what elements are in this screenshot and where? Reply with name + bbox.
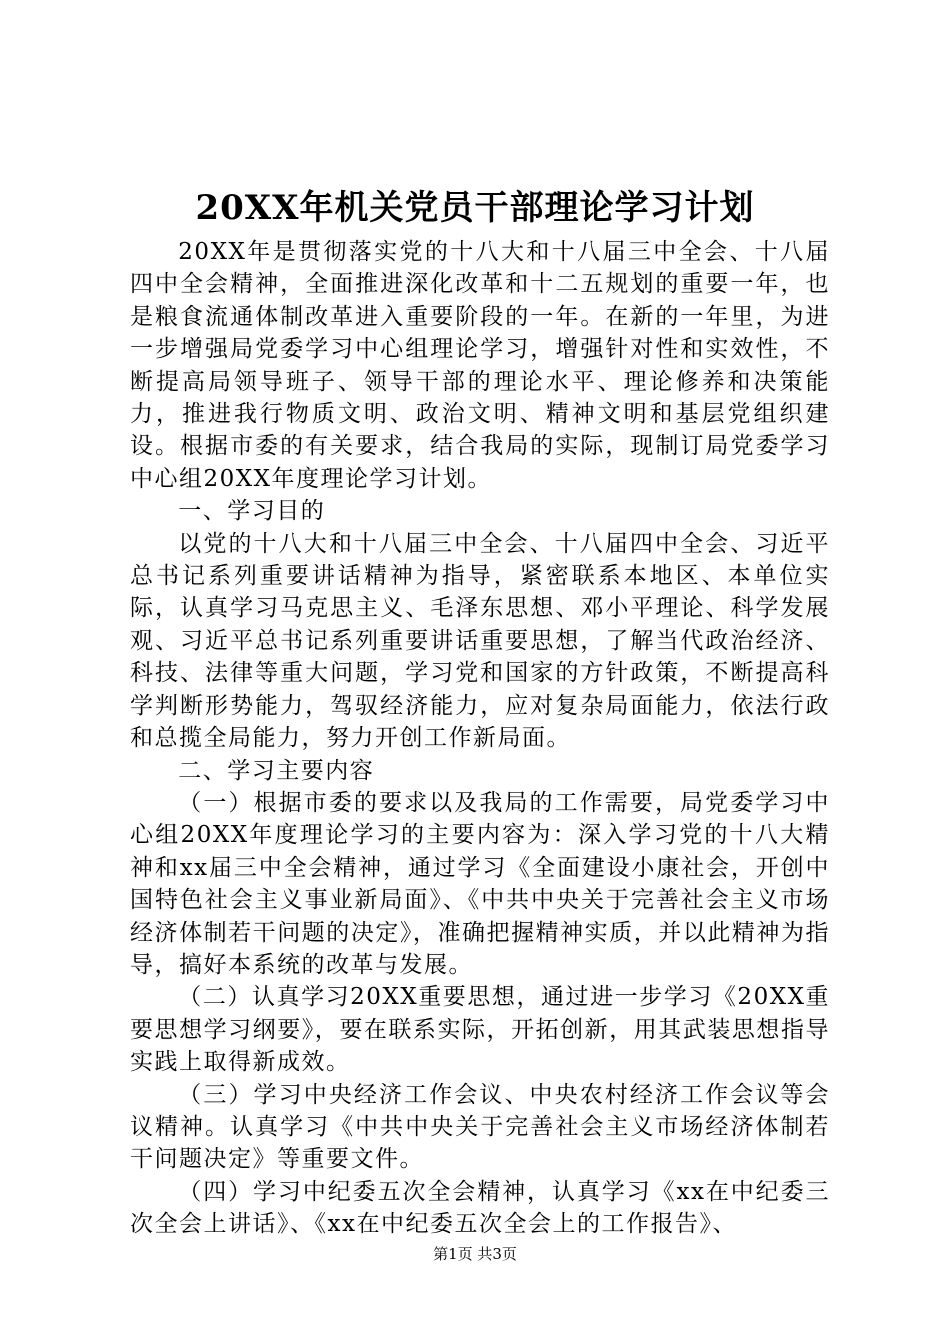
content-item-4: （四）学习中纪委五次全会精神，认真学习《xx在中纪委三次全会上讲话》、《xx在中纪委五次全会上的工作报告》、 [130, 1178, 830, 1238]
section-heading-content: 二、学习主要内容 [178, 757, 375, 784]
content-item-3: （三）学习中央经济工作会议、中央农村经济工作会议等会议精神。认真学习《中共中央关于完善社会主义市场经济体制若干问题决定》等重要文件。 [130, 1081, 830, 1173]
content-item-1: （一）根据市委的要求以及我局的工作需要，局党委学习中心组20XX年度理论学习的主要内容为：深入学习党的十八大精神和xx届三中全会精神，通过学习《全面建设小康社会，开创中国特色社会主义事业新局面》、《中共中央关于完善社会主义市场经济体制若干问题的决定》，准确把握精神实质，并以此精神为指导，搞好本系统的改革与发展。 [130, 789, 830, 978]
page-footer: 第1页 共3页 [433, 1245, 517, 1263]
intro-paragraph: 20XX年是贯彻落实党的十八大和十八届三中全会、十八届四中全会精神，全面推进深化改革和十二五规划的重要一年，也是粮食流通体制改革进入重要阶段的一年。在新的一年里，为进一步增强局党委学习中心组理论学习，增强针对性和实效性，不断提高局领导班子、领导干部的理论水平、理论修养和决策能力，推进我行物质文明、政治文明、精神文明和基层党组织建设。根据市委的有关要求，结合我局的实际，现制订局党委学习中心组20XX年度理论学习计划。 [130, 239, 830, 492]
document-title: 20XX年机关党员干部理论学习计划 [195, 188, 755, 228]
document-body [130, 236, 830, 1241]
purpose-paragraph: 以党的十八大和十八届三中全会、十八届四中全会、习近平总书记系列重要讲话精神为指导，紧密联系本地区、本单位实际，认真学习马克思主义、毛泽东思想、邓小平理论、科学发展观、习近平总书记系列重要讲话重要思想，了解当代政治经济、科技、法律等重大问题，学习党和国家的方针政策，不断提高科学判断形势能力，驾驭经济能力，应对复杂局面能力，依法行政和总揽全局能力，努力开创工作新局面。 [130, 530, 830, 752]
content-item-2: （二）认真学习20XX重要思想，通过进一步学习《20XX重要思想学习纲要》，要在联系实际，开拓创新，用其武装思想指导实践上取得新成效。 [130, 984, 830, 1076]
section-heading-purpose: 一、学习目的 [178, 498, 326, 525]
